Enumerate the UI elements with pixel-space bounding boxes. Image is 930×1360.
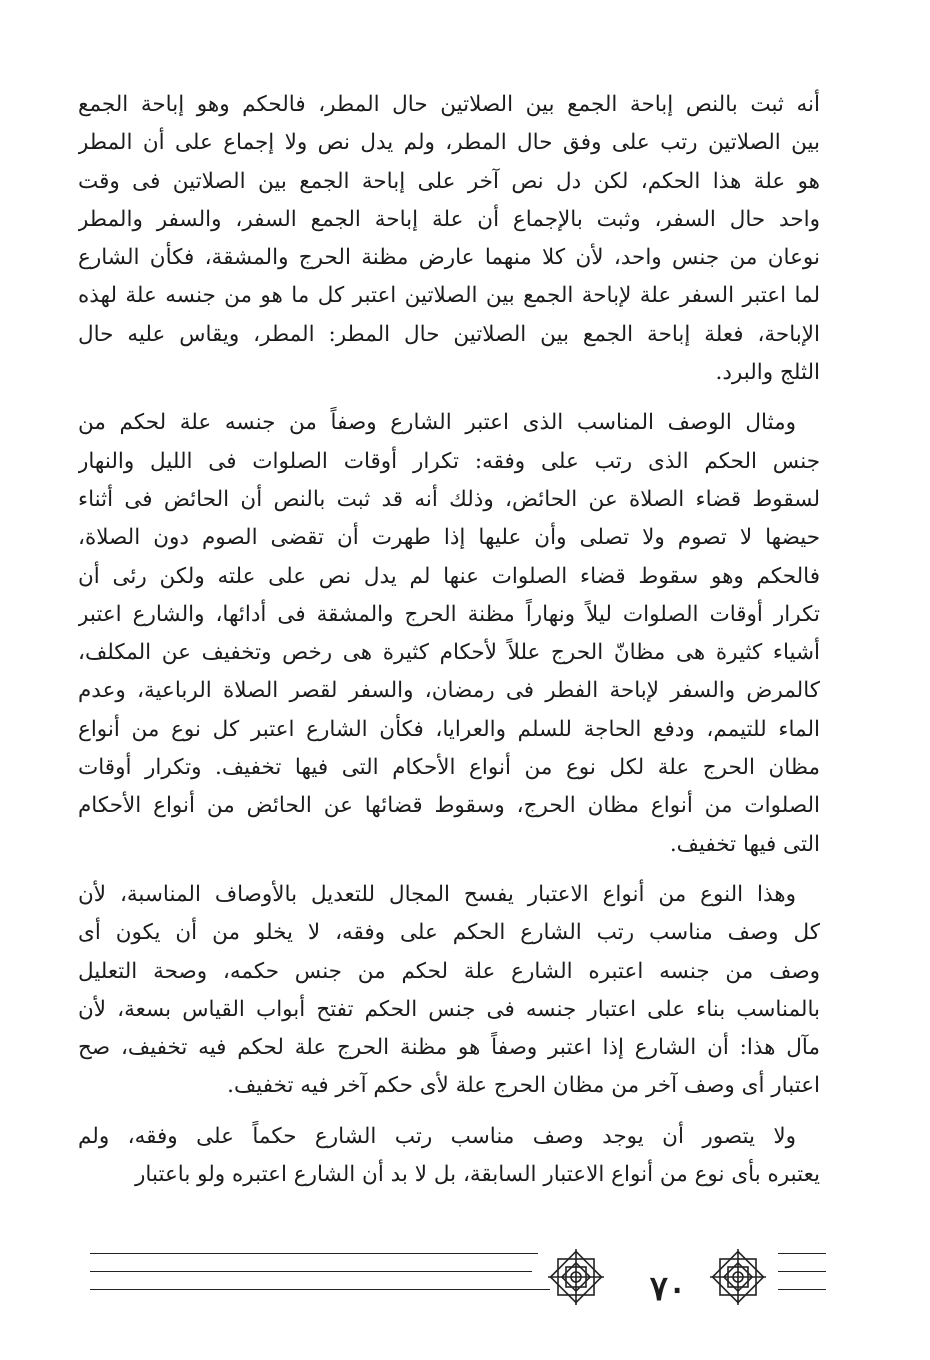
text-line: اعتبار أى وصف آخر من مظان الحرج علة لأى حكم آخر فيه تخفيف. (227, 1073, 820, 1099)
text-line: وصف من جنسه اعتبره الشارع علة لحكم من جنس حكمه، وصحة التعليل (78, 958, 820, 984)
text-line: لما اعتبر السفر علة لإباحة الجمع بين الصلاتين اعتبر كل ما هو من جنسه علة لهذه (78, 283, 820, 309)
text-line: ولا يتصور أن يوجد وصف مناسب رتب الشارع حكماً على وفقه، ولم (78, 1123, 796, 1149)
text-line: جنس الحكم الذى رتب على وفقه: تكرار أوقات الصلوات فى الليل والنهار (78, 448, 820, 474)
paragraph (78, 876, 820, 1106)
text-line: حيضها لا تصوم ولا تصلى وأن عليها إذا طهرت أن تقضى الصوم دون الصلاة، (78, 525, 820, 551)
star-ornament-icon (706, 1245, 770, 1309)
text-line: الثلج والبرد. (715, 360, 820, 386)
text-line: ومثال الوصف المناسب الذى اعتبر الشارع وصفاً من جنسه علة لحكم من (78, 410, 796, 436)
page-number: ٧٠ (649, 1269, 687, 1309)
star-ornament-icon (544, 1245, 608, 1309)
footer-rule-right-top (778, 1253, 826, 1254)
footer-rule-right-bottom (778, 1289, 826, 1290)
text-line: تكرار أوقات الصلوات ليلاً ونهاراً مظنة الحرج والمشقة فى أدائها، والشارع اعتبر (78, 601, 820, 627)
text-line: فالحكم وهو سقوط قضاء الصلوات عنها لم يدل نص على علته ولكن رئى أن (78, 563, 820, 589)
text-line: كالمرض والسفر لإباحة الفطر فى رمضان، والسفر لقصر الصلاة الرباعية، وعدم (78, 678, 820, 704)
text-line: لسقوط قضاء الصلاة عن الحائض، وذلك أنه قد ثبت بالنص أن الحائض فى أثناء (78, 486, 820, 512)
text-line: الإباحة، فعلة إباحة الجمع بين الصلاتين حال المطر: المطر، ويقاس عليه حال (78, 321, 820, 347)
text-line: مآل هذا: أن الشارع إذا اعتبر وصفاً هو مظنة الحرج علة لحكم فيه تخفيف، صح (78, 1035, 820, 1061)
text-line: بين الصلاتين رتب على وفق حال المطر، ولم يدل نص ولا إجماع على أن المطر (78, 130, 820, 156)
page-text (78, 86, 820, 1206)
text-line: هو علة هذا الحكم، لكن دل نص آخر على إباحة الجمع بين الصلاتين فى وقت (78, 168, 820, 194)
text-line: وهذا النوع من أنواع الاعتبار يفسح المجال للتعديل بالأوصاف المناسبة، لأن (78, 881, 796, 907)
page-footer (78, 1245, 838, 1335)
text-line: أشياء كثيرة هى مظانّ الحرج عللاً لأحكام كثيرة هى رخص وتخفيف عن المكلف، (78, 640, 820, 666)
paragraph (78, 404, 820, 864)
text-line: واحد حال السفر، وثبت بالإجماع أن علة إباحة الجمع السفر، والسفر والمطر (78, 206, 820, 232)
text-line: أنه ثبت بالنص إباحة الجمع بين الصلاتين حال المطر، فالحكم وهو إباحة الجمع (78, 92, 820, 117)
footer-rule-right-middle (778, 1271, 826, 1272)
text-line: مظان الحرج علة لكل نوع من أنواع الأحكام التى فيها تخفيف. وتكرار أوقات (78, 755, 820, 781)
paragraph (78, 1118, 820, 1195)
paragraph (78, 86, 820, 392)
footer-rule-left-bottom (90, 1289, 550, 1290)
text-line: كل وصف مناسب رتب الشارع الحكم على وفقه، لا يخلو من أن يكون أى (78, 920, 820, 946)
text-line: الصلوات من أنواع مظان الحرج، وسقوط قضائها عن الحائض من أنواع الأحكام (78, 793, 820, 819)
text-line: التى فيها تخفيف. (669, 831, 820, 857)
text-line: يعتبره بأى نوع من أنواع الاعتبار السابقة، بل لا بد أن الشارع اعتبره ولو باعتبار (135, 1162, 820, 1188)
text-line: نوعان من جنس واحد، لأن كلا منهما عارض مظنة الحرج والمشقة، فكأن الشارع (78, 245, 820, 271)
footer-rule-left-middle (90, 1271, 532, 1272)
text-line: الماء للتيمم، ودفع الحاجة للسلم والعرايا، فكأن الشارع اعتبر كل نوع من أنواع (78, 716, 820, 742)
footer-rule-left-top (90, 1253, 538, 1254)
text-line: بالمناسب بناء على اعتبار جنسه فى جنس الحكم تفتح أبواب القياس بسعة، لأن (78, 996, 820, 1022)
